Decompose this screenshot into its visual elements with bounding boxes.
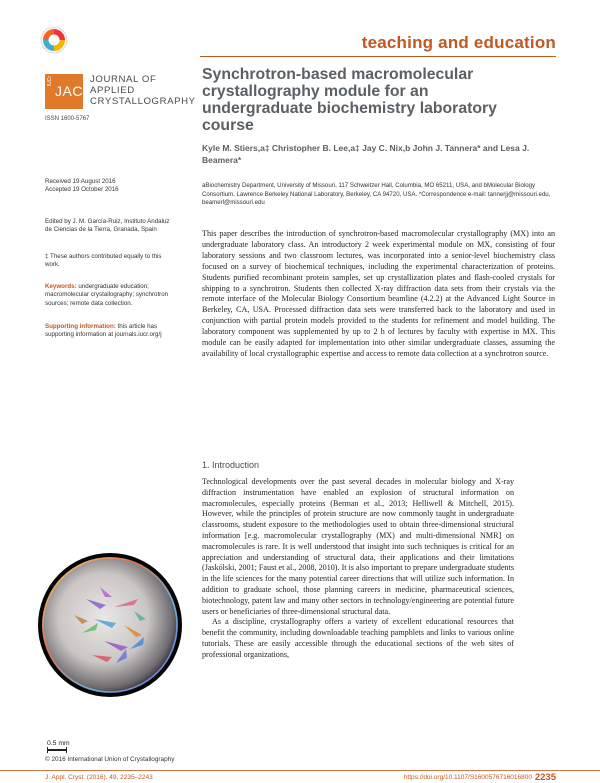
keywords-text: undergraduate education; macromolecular crystallography; synchrotron sources; remote data collection.	[45, 283, 169, 307]
keywords-label: Keywords:	[45, 283, 77, 290]
crystal-drop-image	[34, 515, 182, 775]
page-number: 2235	[534, 772, 556, 783]
abstract: This paper describes the introduction of synchrotron-based macromolecular crystallography (MX) into an undergraduate laboratory class. An introductory 2 week experimental module on MX, consisting of four laboratory sessions and two classroom lectures, was incorporated into a senior-level biochemistry class focused on a survey of biochemical techniques, including the experimental characterization of proteins. Students purified recombinant protein samples, set up crystallization plates and flash-cooled crystals for shipping to a synchrotron. Students then collected X-ray diffraction data sets from their crystals via the remote interface of the Molecular Biology Consortium beamline (4.2.2) at the Advanced Light Source in Berkeley, CA, USA. Processed diffraction data sets were transferred back to the laboratory and used in conjunction with partial protein models provided to the students for refinement and model building. The laboratory component was supplemented by up to 2 h of lectures by faculty with expertise in MX. This module can be easily adapted for implementation into other similar undergraduate classes, assuming the availability of local crystallographic expertise and access to remote data collection at a synchrotron source.	[202, 229, 555, 358]
supporting-information	[45, 323, 170, 340]
section-title: teaching and education	[361, 33, 556, 52]
footer-doi-link[interactable]: https://doi.org/10.1107/S1600576716016800	[403, 774, 532, 781]
footer-rule	[0, 770, 600, 771]
equal-contribution-note: ‡ These authors contributed equally to this work.	[45, 253, 162, 269]
paragraph: Technological developments over the past several decades in molecular biology and X-ray diffraction instrumentation have enabled an explosion of structural information on macromolecules, especially proteins (Berman et al., 2013; Helliwell & Mitchell, 2015). However, while the principles of protein structure are now commonly taught in undergraduate classrooms, student exposure to the methodologies used to obtain three-dimensional structural information [e.g. macromolecular crystallography (MX) and multi-dimensional NMR] on macromolecules is rare. It is well understood that insight into such techniques is critical for an appreciation and understanding of structural data, their applications and their limitations (Jaskólski, 2001; Faust et al., 2008, 2010). It is also important to prepare undergraduate students in the life sciences for the many potential career directions that will utilize such information. In addition to graduate school, those planning careers in medicine, pharmaceutical sciences, biotechnology, patent law and many other sectors in technology/engineering are potential future users or beneficiaries of three-dimensional structural data.	[202, 477, 514, 616]
journal-name	[90, 74, 196, 107]
article-title: Synchrotron-based macromolecular crystallography module for an undergraduate biochemistry laboratory course	[202, 66, 497, 134]
journal-logo[interactable]	[45, 74, 83, 109]
supporting-label: Supporting information:	[45, 323, 116, 330]
header-rule	[200, 56, 556, 57]
introduction-body	[202, 477, 514, 661]
copyright: © 2016 International Union of Crystallography	[45, 756, 175, 763]
section-heading-introduction: 1. Introduction	[202, 460, 260, 470]
crossmark-badge-icon[interactable]	[40, 26, 68, 54]
received-date: Received 19 August 2016	[45, 178, 116, 185]
footer-citation: J. Appl. Cryst. (2016). 49, 2235–2243	[45, 774, 153, 781]
journal-name-line: CRYSTALLOGRAPHY	[90, 96, 196, 107]
scale-bar-label: 0.5 mm	[47, 740, 70, 747]
logo-side-text: IUCr	[47, 76, 53, 87]
editor-note: Edited by J. M. García-Ruiz, Instituto Andaluz de Ciencias de la Tierra, Granada, Spain	[45, 218, 170, 234]
keywords	[45, 283, 170, 308]
author-affiliations: aBiochemistry Department, University of Missouri, 117 Schweitzer Hall, Columbia, MO 65211, USA, and bMolecular Biology Consortium, Lawrence Berkeley National Laboratory, Berkeley, CA 94720, USA. *Correspondence e-mail: tannerjj@missouri.edu, beamerl@missouri.edu	[202, 182, 551, 207]
accepted-date: Accepted 19 October 2016	[45, 186, 119, 194]
article-authors: Kyle M. Stiers,a‡ Christopher B. Lee,a‡ Jay C. Nix,b John J. Tannera* and Lesa J. Beamera*	[202, 143, 530, 165]
issn: ISSN 1600-5767	[45, 116, 90, 122]
paragraph: As a discipline, crystallography offers a variety of excellent educational resources that benefit the community, including downloadable teaching pamphlets and links to various online tutorials. These are easily accessible through the educational sections of the web sites of professional organizations,	[202, 617, 514, 659]
supporting-text[interactable]: this article has supporting information at journals.iucr.org/j	[45, 323, 162, 339]
article-dates	[45, 178, 170, 195]
journal-name-line: APPLIED	[90, 85, 135, 96]
logo-letters: JAC	[55, 83, 83, 99]
journal-name-line: JOURNAL OF	[90, 74, 157, 85]
